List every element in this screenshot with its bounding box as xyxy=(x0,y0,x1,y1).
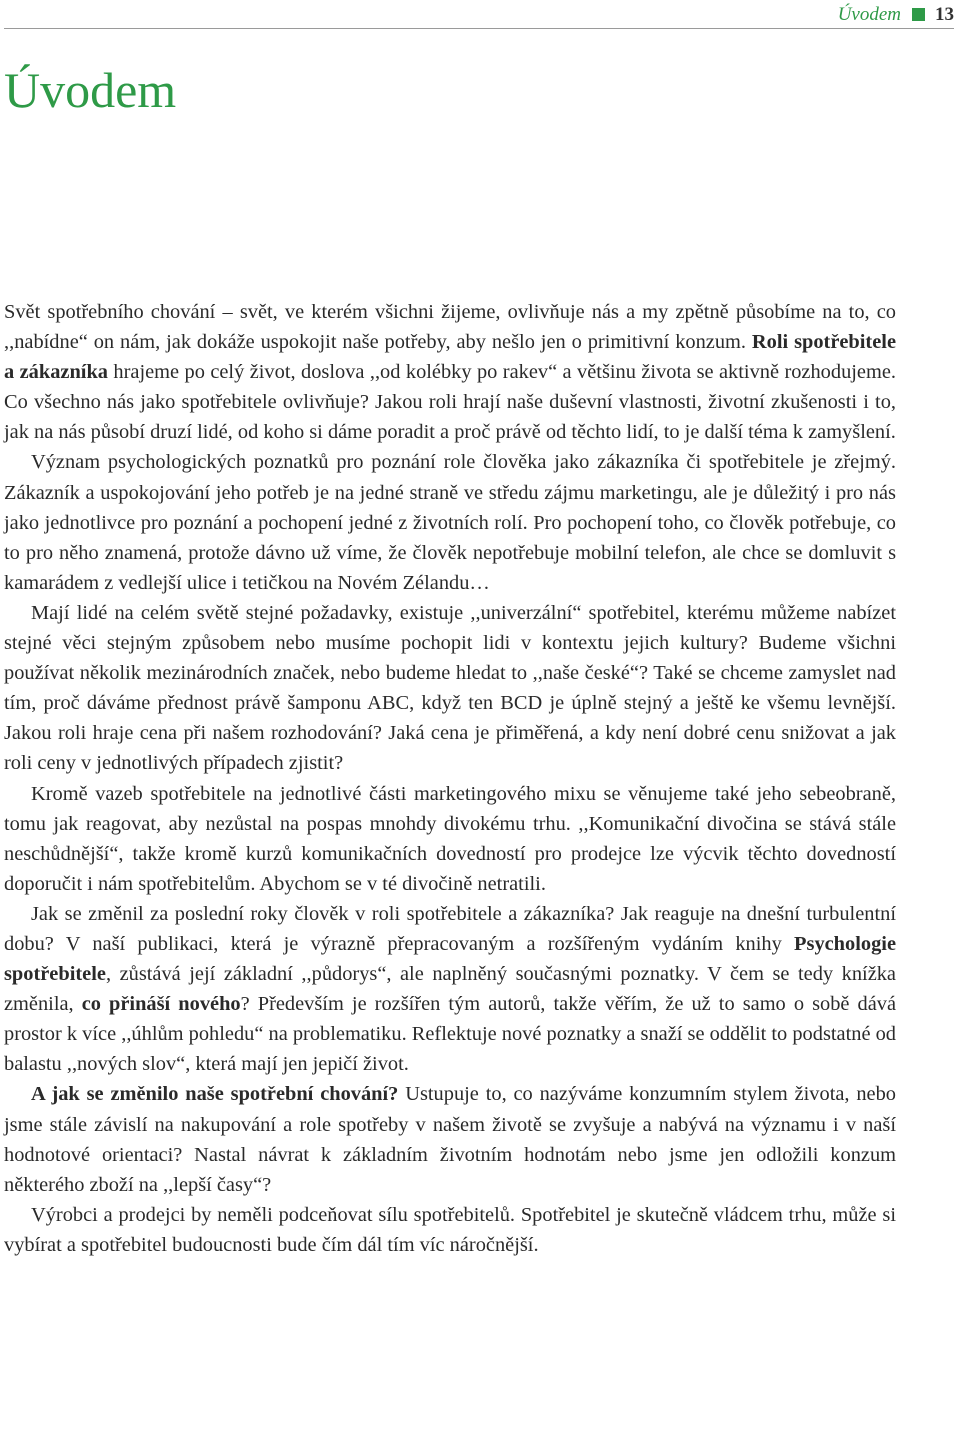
paragraph-text: Jak se změnil za poslední roky člověk v roli spotřebitele a zákazníka? Jak reaguje na dnešní turbulentní dobu? V naší publikaci, která je výrazně přepracovaným a rozšířeným vydáním knihy xyxy=(4,902,896,955)
paragraph-text: hrajeme po celý život, doslova ,,od kolébky po rakev“ a většinu života se aktivně rozhodujeme. Co všechno nás jako spotřebitele ovlivňuje? Jakou roli hrají naše duševní vlastnosti, životní zkušenosti i to, jak na nás působí druzí lidé, od koho si dáme poradit a proč právě od těchto lidí, to je další téma k zamyšlení. xyxy=(4,361,896,444)
paragraph xyxy=(4,297,896,447)
paragraph-text: Ustupuje to, co nazýváme konzumním stylem života, nebo jsme stále závislí na nakupování a role spotřeby v našem životě se zvyšuje a nabývá na významu i v naší hodnotové orientaci? Nastal návrat k základním životním hodnotám nebo jsme jen odložili konzum některého zboží na ,,lepší časy“? xyxy=(4,1083,896,1196)
paragraph-text: Svět spotřebního chování – svět, ve kterém všichni žijeme, ovlivňuje nás a my zpětně působíme na to, co ,,nabídne“ on nám, jak dokáže uspokojit naše potřeby, aby nešlo jen o primitivní konzum. xyxy=(4,301,896,354)
green-square-marker xyxy=(912,8,925,21)
paragraph xyxy=(4,447,896,597)
paragraph-text: Význam psychologických poznatků pro poznání role člověka jako zákazníka či spotřebitele je zřejmý. Zákazník a uspokojování jeho potřeb je na jedné straně ve středu zájmu marketingu, ale je důležitý i pro nás jako jednotlivce pro poznání a pochopení jedné z životních rolí. Pro pochopení toho, co člověk potřebuje, co to pro něho znamená, protože dávno už víme, že člověk nepotřebuje mobilní telefon, ale chce se domluvit s kamarádem z vedlejší ulice i tetičkou na Novém Zélandu… xyxy=(4,451,896,594)
chapter-title: Úvodem xyxy=(4,62,177,118)
paragraph-text: Výrobci a prodejci by neměli podceňovat sílu spotřebitelů. Spotřebitel je skutečně vládcem trhu, může si vybírat a spotřebitel budoucnosti bude čím dál tím víc náročnější. xyxy=(4,1203,896,1256)
page-number: 13 xyxy=(935,4,954,25)
header-rule xyxy=(4,28,954,29)
paragraph-text: ? Především je rozšířen tým autorů, takže věřím, že už to samo o sobě dává prostor k více ,,úhlům pohledu“ na problematiku. Reflektuje nové poznatky a snaží se oddělit to podstatné od balastu ,,nových slov“, která mají jen jepičí život. xyxy=(4,993,897,1076)
body-text xyxy=(4,297,896,1260)
running-header xyxy=(838,4,954,26)
paragraph-text: Mají lidé na celém světě stejné požadavky, existuje ,,univerzální“ spotřebitel, kterému můžeme nabízet stejné věci stejným způsobem nebo musíme pochopit lidi v kontextu jejich kultury? Budeme všichni používat několik mezinárodních značek, nebo budeme hledat to ,,naše české“? Také se chceme zamyslet nad tím, proč dáváme přednost právě šamponu ABC, když ten BCD je úplně stejný a ještě ke všemu levnější. Jakou roli hraje cena při našem rozhodování? Jaká cena je přiměřená, a kdy není dobré cenu snižovat a jak roli ceny v jednotlivých případech zjistit? xyxy=(4,601,896,775)
paragraph xyxy=(4,779,896,899)
bold-text: Roli spotřebitele a zákazníka xyxy=(4,331,896,384)
bold-text: co přináší nového xyxy=(81,993,241,1016)
paragraph-text: , zůstává její základní ,,půdorys“, ale naplněný současnými poznatky. V čem se tedy knížka změnila, xyxy=(4,963,896,1016)
paragraph xyxy=(4,1200,896,1260)
running-title: Úvodem xyxy=(837,4,901,25)
paragraph xyxy=(4,1079,896,1199)
paragraph-text: Kromě vazeb spotřebitele na jednotlivé části marketingového mixu se věnujeme také jeho sebeobraně, tomu jak reagovat, aby nezůstal na pospas mnohdy divokému trhu. ,,Komunikační divočina se stává stále neschůdnější“, takže kromě kurzů komunikačních dovedností pro prodejce lze výcvik těchto dovedností doporučit i nám spotřebitelům. Abychom se v té divočině netratili. xyxy=(4,782,896,895)
paragraph xyxy=(4,598,896,779)
paragraph xyxy=(4,899,896,1080)
bold-text: Psychologie spotřebitele xyxy=(4,932,896,986)
bold-text: A jak se změnilo naše spotřební chování? xyxy=(31,1083,399,1106)
